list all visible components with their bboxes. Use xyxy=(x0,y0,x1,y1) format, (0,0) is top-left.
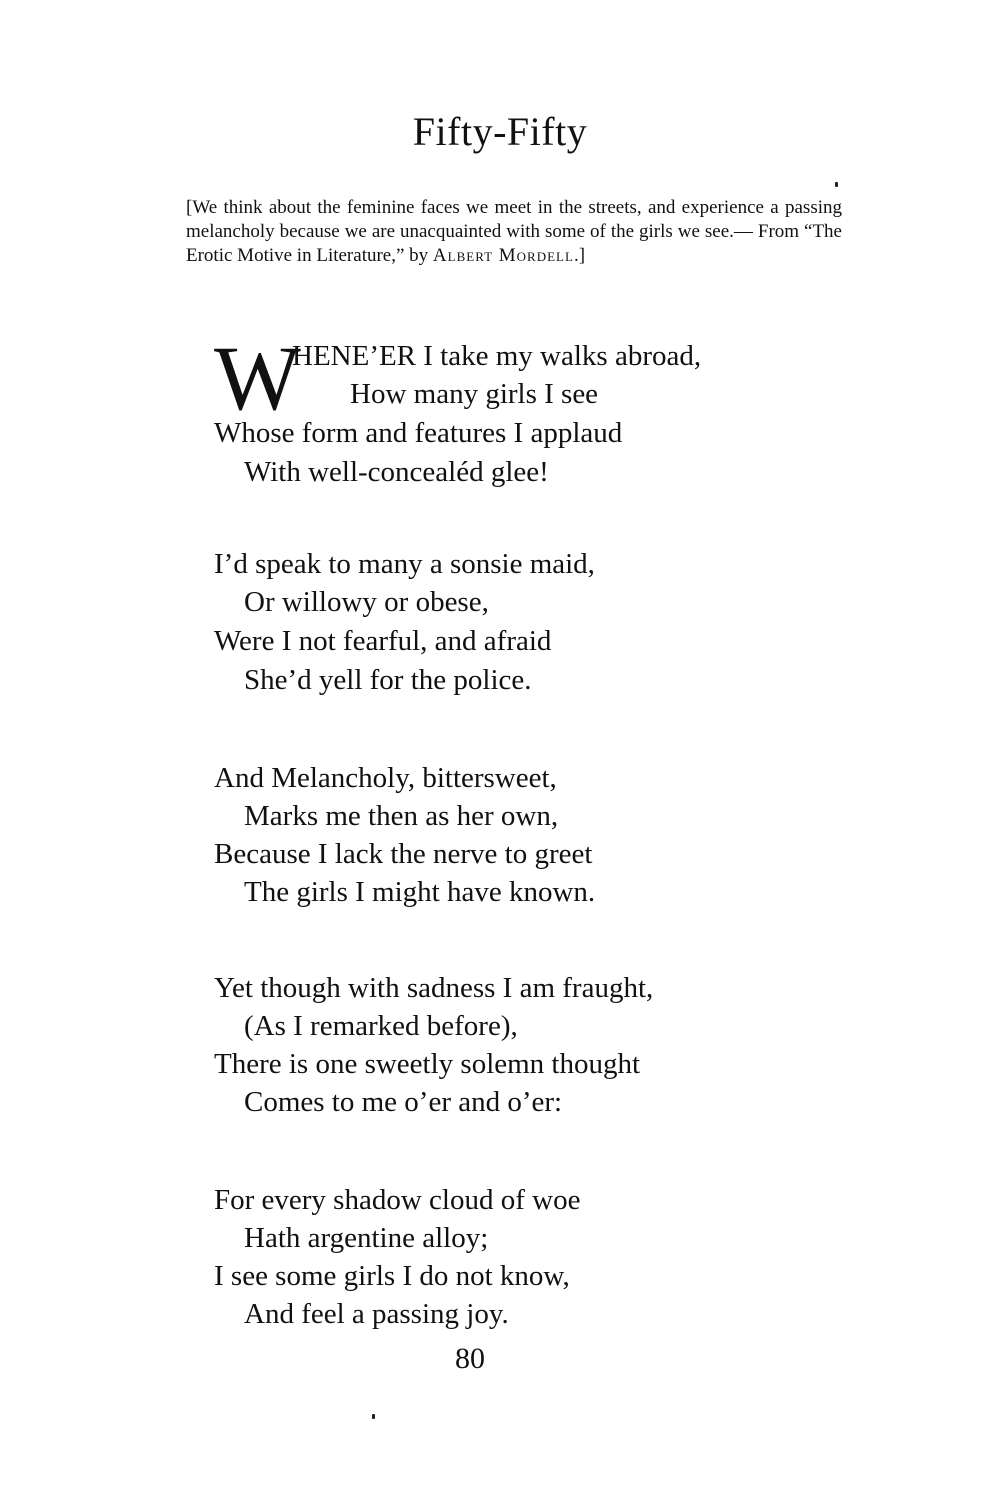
poem-title: Fifty-Fifty xyxy=(412,109,588,154)
page-number: 80 xyxy=(455,1342,485,1375)
poem-line: For every shadow cloud of woe xyxy=(214,1184,581,1216)
poem-line: (As I remarked before), xyxy=(244,1010,518,1042)
epigraph-text: [We think about the feminine faces we meet in the streets, and experience a passing melancholy because we are unacquainted with some of the girls we see.— From “The Erotic Motive in Literature,” by xyxy=(186,197,842,266)
poem-line: How many girls I see xyxy=(350,378,599,410)
poem-line: She’d yell for the police. xyxy=(244,664,532,696)
poem-line: I’d speak to many a sonsie maid, xyxy=(214,548,595,580)
poem-line: And Melancholy, bittersweet, xyxy=(214,762,557,794)
poem-line: I see some girls I do not know, xyxy=(214,1260,570,1292)
poem-line: Marks me then as her own, xyxy=(244,800,559,832)
poem-line: Yet though with sadness I am fraught, xyxy=(214,972,654,1004)
poem-line: And feel a passing joy. xyxy=(244,1298,509,1330)
epigraph-close: .] xyxy=(573,245,586,266)
epigraph-author: Albert Mordell xyxy=(432,245,574,266)
poem-line: Because I lack the nerve to greet xyxy=(214,838,593,870)
poem-line: There is one sweetly solemn thought xyxy=(214,1048,641,1080)
poem-line: The girls I might have known. xyxy=(244,876,596,908)
poem-line: With well-concealéd glee! xyxy=(244,456,549,488)
print-speck xyxy=(835,182,838,187)
print-speck xyxy=(372,1414,375,1419)
epigraph xyxy=(186,196,842,268)
poem-line: Comes to me o’er and o’er: xyxy=(244,1086,563,1118)
poem-line: Or willowy or obese, xyxy=(244,586,489,618)
poem-line: Whose form and features I applaud xyxy=(214,417,623,449)
poem-line: HENE’ER I take my walks abroad, xyxy=(292,340,702,372)
poem-line: Were I not fearful, and afraid xyxy=(214,625,552,657)
drop-cap: W xyxy=(214,327,301,429)
poem-line: Hath argentine alloy; xyxy=(244,1222,489,1254)
